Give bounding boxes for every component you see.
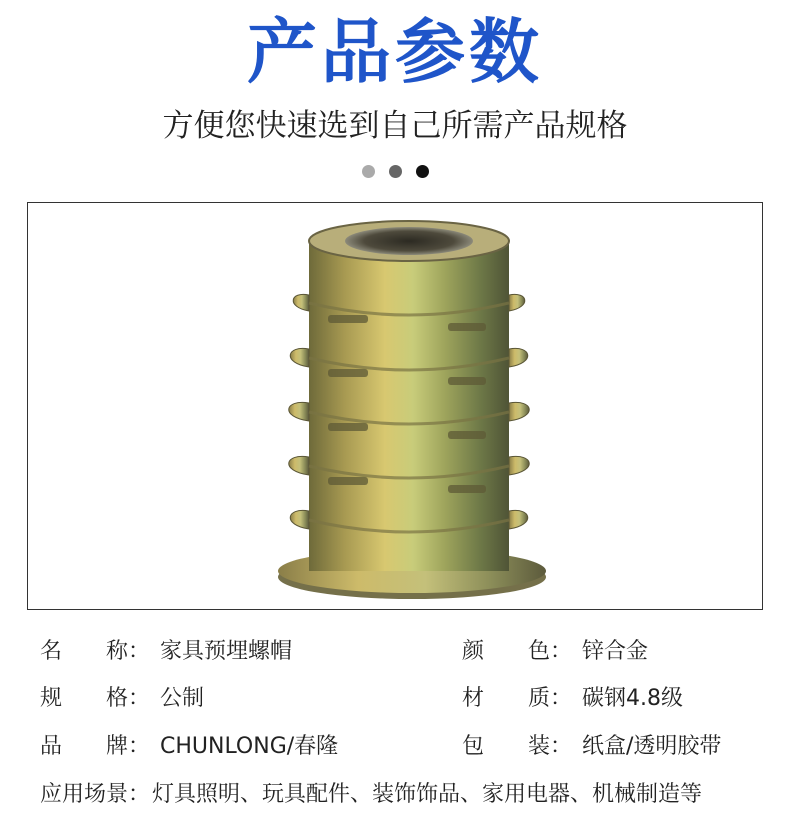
threaded-insert-nut-icon [28,203,762,609]
spec-value-specification: 公制 [160,686,205,711]
spec-row [0,679,790,719]
spec-value-material: 碳钢4.8级 [582,686,683,711]
spec-label-brand: 品 牌： [40,734,151,759]
page-subtitle: 方便您快速选到自己所需产品规格 [162,108,628,144]
carousel-dot[interactable] [416,165,429,178]
spec-value-usage: 灯具照明、玩具配件、装饰饰品、家用电器、机械制造等 [152,782,703,807]
spec-label-specification: 规 格： [40,686,151,711]
spec-label-color: 颜 色： [462,639,573,664]
spec-label-usage: 应用场景： [40,782,151,807]
spec-label-packaging: 包 装： [462,734,573,759]
spec-label-name: 名 称： [40,639,151,664]
spec-row-usage [0,775,790,815]
carousel-dot[interactable] [362,165,375,178]
spec-row [0,727,790,767]
product-photo-frame [27,202,763,610]
carousel-dot[interactable] [389,165,402,178]
spec-value-name: 家具预埋螺帽 [160,639,293,664]
spec-label-material: 材 质： [462,686,573,711]
spec-value-brand: CHUNLONG/春隆 [160,734,339,759]
spec-value-color: 锌合金 [582,639,649,664]
spec-row [0,632,790,672]
spec-value-packaging: 纸盒/透明胶带 [582,734,722,759]
page-title: 产品参数 [247,11,543,93]
